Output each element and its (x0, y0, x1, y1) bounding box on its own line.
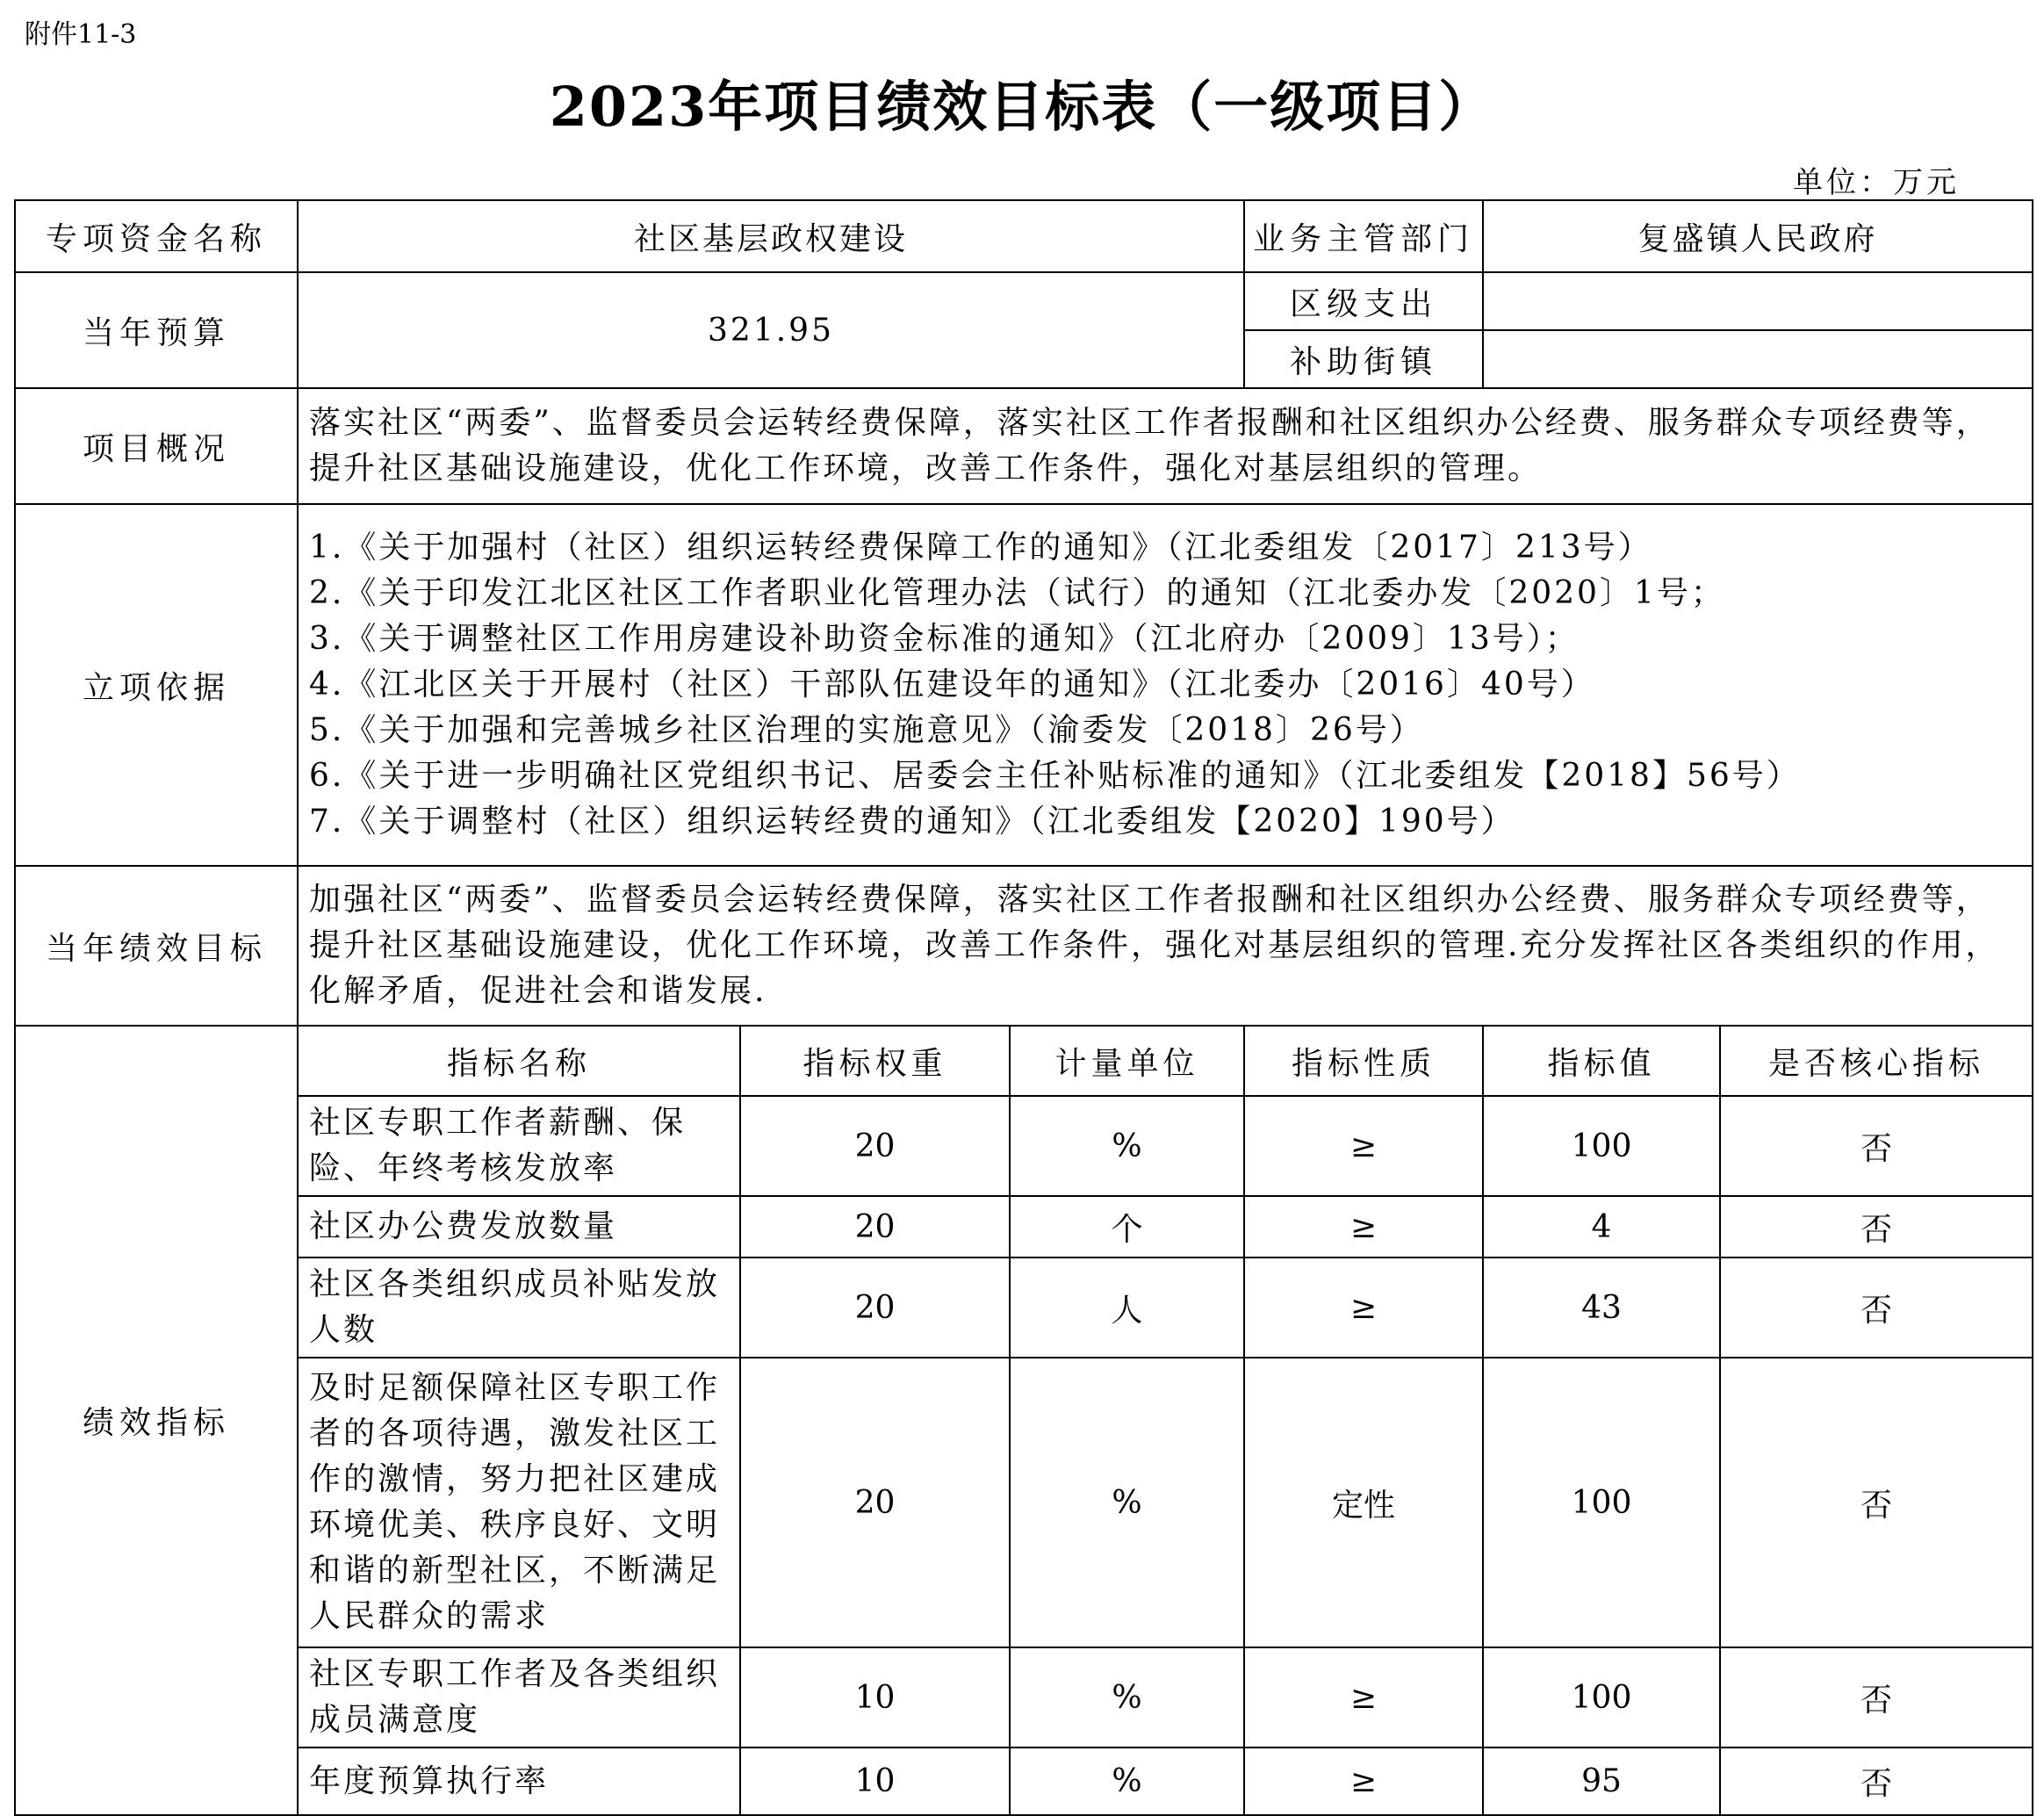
indicator-unit: % (1010, 1096, 1244, 1196)
basis-item: 4.《江北区关于开展村（社区）干部队伍建设年的通知》（江北委办〔2016〕40号） (309, 667, 1595, 703)
indicator-nature: ≥ (1244, 1748, 1483, 1815)
indicators-label: 绩效指标 (15, 1026, 298, 1815)
indicator-weight: 20 (740, 1358, 1010, 1647)
fund-name-label: 专项资金名称 (15, 200, 298, 272)
table-row (15, 1196, 2033, 1258)
indicator-core: 否 (1720, 1258, 2033, 1358)
indicator-unit: 个 (1010, 1196, 1244, 1258)
indicator-value: 100 (1483, 1096, 1720, 1196)
indicator-core: 否 (1720, 1748, 2033, 1815)
subsidy-label: 补助街镇 (1244, 330, 1483, 388)
table-row (15, 1647, 2033, 1748)
col-weight: 指标权重 (740, 1026, 1010, 1096)
unit-label: 单位：万元 (1793, 165, 1960, 200)
indicator-name: 社区办公费发放数量 (298, 1196, 740, 1258)
budget-row-1 (15, 272, 2033, 330)
indicator-name: 及时足额保障社区专职工作者的各项待遇，激发社区工作的激情，努力把社区建成环境优美、秩序良好、文明和谐的新型社区，不断满足人民群众的需求 (298, 1358, 740, 1647)
indicator-nature: ≥ (1244, 1196, 1483, 1258)
subsidy-value (1483, 330, 2033, 388)
indicator-nature: 定性 (1244, 1358, 1483, 1647)
table-row (15, 1358, 2033, 1647)
basis-item: 7.《关于调整村（社区）组织运转经费的通知》（江北委组发【2020】190号） (309, 804, 1515, 840)
indicator-name: 社区专职工作者薪酬、保险、年终考核发放率 (298, 1096, 740, 1196)
attachment-number: 附件11-3 (25, 19, 137, 50)
overview-text: 落实社区“两委”、监督委员会运转经费保障，落实社区工作者报酬和社区组织办公经费、服务群众专项经费等，提升社区基础设施建设，优化工作环境，改善工作条件，强化对基层组织的管理。 (298, 388, 2033, 504)
fund-name-value: 社区基层政权建设 (298, 200, 1244, 272)
basis-item: 6.《关于进一步明确社区党组织书记、居委会主任补贴标准的通知》（江北委组发【2018】56号） (309, 758, 1801, 794)
district-expense-value (1483, 272, 2033, 330)
fund-row (15, 200, 2033, 272)
basis-item: 2.《关于印发江北区社区工作者职业化管理办法（试行）的通知（江北委办发〔2020〕1号； (309, 575, 1725, 611)
indicator-core: 否 (1720, 1196, 2033, 1258)
indicator-nature: ≥ (1244, 1647, 1483, 1748)
table-row (15, 1258, 2033, 1358)
basis-label: 立项依据 (15, 504, 298, 866)
indicator-unit: % (1010, 1358, 1244, 1647)
indicator-nature: ≥ (1244, 1258, 1483, 1358)
dept-label: 业务主管部门 (1244, 200, 1483, 272)
indicator-weight: 20 (740, 1096, 1010, 1196)
indicator-value: 100 (1483, 1358, 1720, 1647)
indicator-core: 否 (1720, 1647, 2033, 1748)
indicator-value: 100 (1483, 1647, 1720, 1748)
col-value: 指标值 (1483, 1026, 1720, 1096)
indicator-unit: % (1010, 1748, 1244, 1815)
district-expense-label: 区级支出 (1244, 272, 1483, 330)
budget-label: 当年预算 (15, 272, 298, 388)
basis-item: 3.《关于调整社区工作用房建设补助资金标准的通知》（江北府办〔2009〕13号）； (309, 621, 1580, 657)
indicator-weight: 10 (740, 1748, 1010, 1815)
col-unit: 计量单位 (1010, 1026, 1244, 1096)
goal-text: 加强社区“两委”、监督委员会运转经费保障，落实社区工作者报酬和社区组织办公经费、服务群众专项经费等，提升社区基础设施建设，优化工作环境，改善工作条件，强化对基层组织的管理.充分发挥社区各类组织的作用，化解矛盾，促进社会和谐发展. (298, 866, 2033, 1026)
page-title: 2023年项目绩效目标表（一级项目） (549, 75, 1495, 139)
indicator-weight: 10 (740, 1647, 1010, 1748)
overview-label: 项目概况 (15, 388, 298, 504)
indicator-unit: % (1010, 1647, 1244, 1748)
indicator-nature: ≥ (1244, 1096, 1483, 1196)
indicator-header-row (15, 1026, 2033, 1096)
indicator-weight: 20 (740, 1258, 1010, 1358)
performance-target-table (14, 199, 2033, 1816)
goal-row (15, 866, 2033, 1026)
indicator-name: 社区专职工作者及各类组织成员满意度 (298, 1647, 740, 1748)
table-row (15, 1096, 2033, 1196)
indicator-value: 95 (1483, 1748, 1720, 1815)
table-row (15, 1748, 2033, 1815)
basis-row (15, 504, 2033, 866)
col-core: 是否核心指标 (1720, 1026, 2033, 1096)
indicator-value: 4 (1483, 1196, 1720, 1258)
indicator-core: 否 (1720, 1358, 2033, 1647)
col-indicator-name: 指标名称 (298, 1026, 740, 1096)
indicator-name: 年度预算执行率 (298, 1748, 740, 1815)
budget-value: 321.95 (298, 272, 1244, 388)
indicator-value: 43 (1483, 1258, 1720, 1358)
basis-list (298, 504, 2033, 866)
basis-item: 5.《关于加强和完善城乡社区治理的实施意见》（渝委发〔2018〕26号） (309, 712, 1424, 748)
indicator-unit: 人 (1010, 1258, 1244, 1358)
basis-item: 1.《关于加强村（社区）组织运转经费保障工作的通知》（江北委组发〔2017〕213号） (309, 530, 1652, 566)
goal-label: 当年绩效目标 (15, 866, 298, 1026)
col-nature: 指标性质 (1244, 1026, 1483, 1096)
indicator-core: 否 (1720, 1096, 2033, 1196)
indicator-weight: 20 (740, 1196, 1010, 1258)
indicator-name: 社区各类组织成员补贴发放人数 (298, 1258, 740, 1358)
dept-value: 复盛镇人民政府 (1483, 200, 2033, 272)
overview-row (15, 388, 2033, 504)
